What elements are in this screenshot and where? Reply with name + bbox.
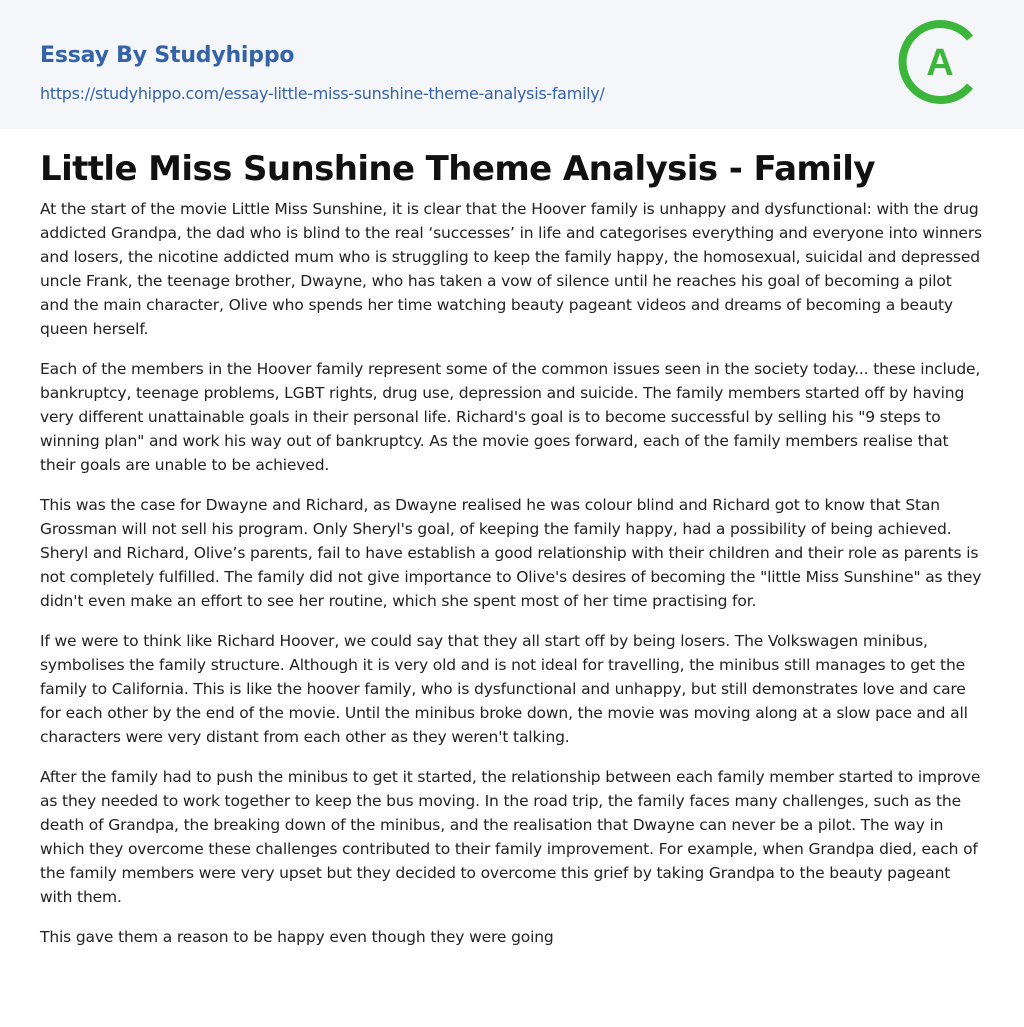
brand-title[interactable]: Essay By Studyhippo [40,43,295,68]
logo-letter: A [926,42,954,84]
essay-paragraph: At the start of the movie Little Miss Sunshine, it is clear that the Hoover family is unhappy and dysfunctional: with the drug addicted Grandpa, the dad who is blind to the real ‘successes’ in life and categorises everything and everyone into winners and losers, the nicotine addicted mum who is struggling to keep the family happy, the homosexual, suicidal and depressed uncle Frank, the teenage brother, Dwayne, who has taken a vow of silence until he reaches his goal of becoming a pilot and the main character, Olive who spends her time watching beauty pageant videos and dreams of becoming a beauty queen herself. [40,200,982,338]
site-header [0,0,1024,129]
essay-paragraph: This was the case for Dwayne and Richard, as Dwayne realised he was colour blind and Richard got to know that Stan Grossman will not sell his program. Only Sheryl's goal, of keeping the family happy, had a possibility of being achieved. Sheryl and Richard, Olive’s parents, fail to have establish a good relationship with their children and their role as parents is not completely fulfilled. The family did not give importance to Olive's desires of becoming the "little Miss Sunshine" as they didn't even make an effort to see her routine, which she spent most of her time practising for. [40,496,982,610]
essay-title: Little Miss Sunshine Theme Analysis - Family [40,149,875,189]
essay-paragraph: After the family had to push the minibus to get it started, the relationship between each family member started to improve as they needed to work together to keep the bus moving. In the road trip, the family faces many challenges, such as the death of Grandpa, the breaking down of the minibus, and the realisation that Dwayne can never be a pilot. The way in which they overcome these challenges contributed to their family improvement. For example, when Grandpa died, each of the family members were very upset but they decided to overcome this grief by taking Grandpa to the beauty pageant with them. [40,768,981,906]
studyhippo-logo-icon[interactable] [897,17,987,107]
source-url-link[interactable]: https://studyhippo.com/essay-little-miss-sunshine-theme-analysis-family/ [40,84,605,103]
essay-paragraph: Each of the members in the Hoover family represent some of the common issues seen in the society today... these include, bankruptcy, teenage problems, LGBT rights, drug use, depression and suicide. The family members started off by having very different unattainable goals in their personal life. Richard's goal is to become successful by selling his "9 steps to winning plan" and work his way out of bankruptcy. As the movie goes forward, each of the family members realise that their goals are unable to be achieved. [40,360,981,474]
essay-paragraph: This gave them a reason to be happy even though they were going [40,928,554,946]
essay-paragraph: If we were to think like Richard Hoover, we could say that they all start off by being losers. The Volkswagen minibus, symbolises the family structure. Although it is very old and is not ideal for travelling, the minibus still manages to get the family to California. This is like the hoover family, who is dysfunctional and unhappy, but still demonstrates love and care for each other by the end of the movie. Until the minibus broke down, the movie was moving along at a slow pace and all characters were very distant from each other as they weren't talking. [40,632,968,746]
essay-content [40,129,984,965]
